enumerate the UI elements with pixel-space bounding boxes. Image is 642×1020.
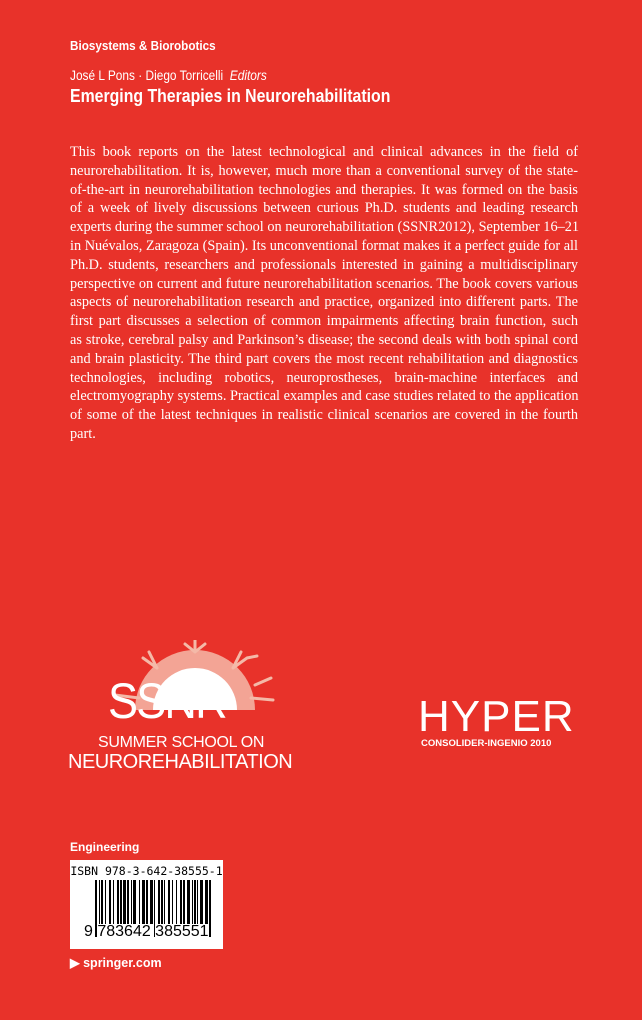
ssnr-logo-line2: NEUROREHABILITATION bbox=[68, 751, 293, 773]
barcode bbox=[70, 860, 223, 949]
barcode-bar bbox=[120, 880, 122, 924]
blurb-line: electromyography systems. Practical examples and case studies related to the application bbox=[70, 388, 579, 405]
blurb-line: of-the-art in neurorehabilitation technologies and therapies. It was formed on the basis bbox=[70, 181, 578, 198]
barcode-bar bbox=[200, 880, 203, 924]
barcode-bar bbox=[117, 880, 119, 924]
blurb-line: of some of the latest techniques in realistic clinical scenarios are covered in the fourth bbox=[70, 407, 578, 424]
arrow-right-icon: ▶ bbox=[70, 956, 80, 970]
barcode-bar bbox=[131, 880, 132, 924]
book-title: Emerging Therapies in Neurorehabilitation bbox=[70, 86, 391, 106]
barcode-bar bbox=[161, 880, 163, 924]
publisher-website: springer.com bbox=[83, 956, 162, 970]
barcode-bar bbox=[158, 880, 160, 924]
blurb-line: as stroke, cerebral palsy and Parkinson’s disease; the second deals with both spinal cord bbox=[70, 331, 578, 348]
barcode-bar bbox=[105, 880, 106, 924]
blurb-line: This book reports on the latest technological and clinical advances in the field of bbox=[70, 144, 578, 160]
barcode-bar bbox=[172, 880, 173, 924]
blurb-line: first part discusses a selection of common impairments affecting brain function, such bbox=[70, 313, 578, 330]
barcode-bar bbox=[194, 880, 196, 924]
hyper-logo-word: HYPER bbox=[418, 692, 575, 741]
blurb-line: in Nuévalos, Zaragoza (Spain). Its unconventional format makes it a perfect guide for all bbox=[70, 237, 578, 254]
barcode-bar bbox=[139, 880, 140, 924]
barcode-bar bbox=[113, 880, 114, 924]
blurb-line: experts during the summer school on neurorehabilitation (SSNR2012), September 16–21 bbox=[70, 219, 580, 236]
barcode-bar bbox=[127, 880, 129, 924]
blurb-line: technologies, including robotics, neuroprostheses, brain-machine interfaces and bbox=[70, 369, 578, 386]
barcode-bar bbox=[150, 880, 153, 924]
editors bbox=[70, 68, 267, 83]
barcode-bar bbox=[180, 880, 182, 924]
blurb-line: Ph.D. students, researchers and professionals interested in gaining a multidisciplinary bbox=[70, 256, 578, 273]
barcode-bar bbox=[176, 880, 177, 924]
barcode-bar bbox=[192, 880, 193, 924]
barcode-bar bbox=[123, 880, 126, 924]
barcode-bar bbox=[168, 880, 170, 924]
barcode-bar bbox=[142, 880, 145, 924]
barcode-bar bbox=[99, 880, 100, 924]
subject-category: Engineering bbox=[70, 840, 140, 854]
publisher-link[interactable] bbox=[70, 955, 162, 970]
barcode-bar bbox=[146, 880, 148, 924]
ssnr-logo-line1: SUMMER SCHOOL ON bbox=[98, 734, 265, 751]
barcode-bar bbox=[209, 880, 211, 937]
blurb-line: and brain plasticity. The third part covers the most recent rehabilitation and diagnostics bbox=[70, 350, 578, 367]
ssnr-logo-word: SSNR bbox=[108, 673, 226, 729]
editor-names: José L Pons · Diego Torricelli bbox=[70, 68, 224, 83]
barcode-bar bbox=[205, 880, 208, 924]
blurb-line: of a week of lively discussions between curious Ph.D. students and leading research bbox=[70, 200, 578, 217]
barcode-bar bbox=[133, 880, 136, 924]
isbn-text: ISBN 978-3-642-38555-1 bbox=[70, 864, 223, 878]
blurb-line: perspective on current and future neurorehabilitation scenarios. The book covers various bbox=[70, 275, 578, 292]
blurb-line: part. bbox=[70, 425, 96, 442]
barcode-bar bbox=[197, 880, 198, 924]
barcode-bar bbox=[101, 880, 103, 924]
hyper-logo-subtitle: CONSOLIDER-INGENIO 2010 bbox=[421, 738, 552, 749]
barcode-bar bbox=[187, 880, 190, 924]
barcode-bar bbox=[109, 880, 111, 924]
blurb-text bbox=[70, 143, 578, 444]
barcode-bar bbox=[164, 880, 165, 924]
blurb-line: neurorehabilitation. It is, however, much more than a conventional survey of the state- bbox=[70, 162, 578, 179]
series-name: Biosystems & Biorobotics bbox=[70, 38, 216, 53]
blurb-line: aspects of neurorehabilitation research and practice, organized into different parts. The bbox=[70, 294, 578, 311]
barcode-bar bbox=[183, 880, 185, 924]
editors-role: Editors bbox=[229, 68, 267, 83]
ean-digits: 9 783642 385551 bbox=[84, 923, 209, 940]
